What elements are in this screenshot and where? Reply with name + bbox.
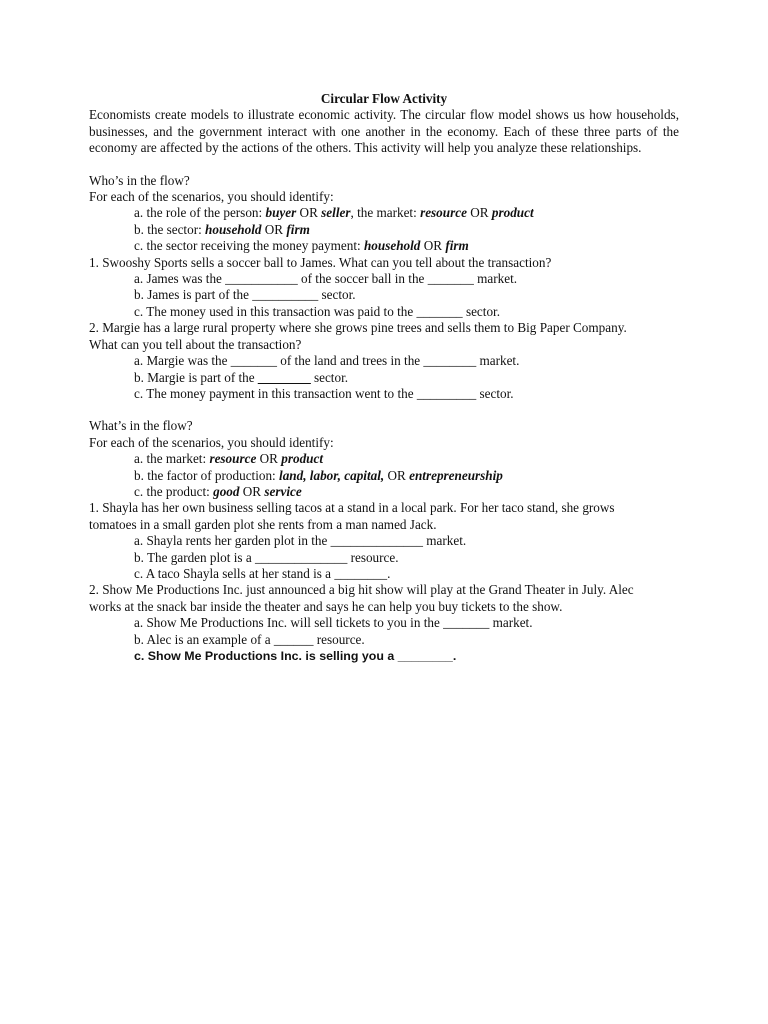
- question-item: a. Shayla rents her garden plot in the ______________ market.: [134, 533, 467, 549]
- or-text: OR: [296, 205, 322, 221]
- option-term: firm: [286, 221, 310, 237]
- or-text: OR: [420, 238, 446, 254]
- question-item: c. The money payment in this transaction went to the _________ sector.: [134, 385, 514, 401]
- question-item: a. Show Me Productions Inc. will sell tickets to you in the _______ market.: [134, 615, 533, 631]
- option-term: resource: [209, 451, 257, 467]
- question-item: a. Margie was the _______ of the land and trees in the ________ market.: [134, 353, 520, 369]
- option-term: entrepreneurship: [409, 467, 503, 483]
- question-item: [89, 370, 679, 386]
- answer-blank: ________: [257, 369, 311, 385]
- question-prompt: 1. Shayla has her own business selling tacos at a stand in a local park. For her taco stand, she grows: [89, 500, 615, 516]
- section2-criterion-a: [89, 451, 679, 467]
- item-text: sector.: [310, 369, 349, 385]
- section2-instructions: For each of the scenarios, you should identify:: [89, 434, 334, 450]
- question-item: b. James is part of the __________ sector.: [134, 287, 356, 303]
- section1-instructions: For each of the scenarios, you should identify:: [89, 189, 334, 205]
- section2-criterion-b: [89, 468, 679, 484]
- option-term: land, labor, capital,: [279, 467, 385, 483]
- section1-criterion-c: [89, 238, 679, 254]
- spacer: [89, 402, 679, 418]
- option-term: product: [281, 451, 324, 467]
- question-prompt: works at the snack bar inside the theater and says he can help you buy tickets to the show.: [89, 598, 563, 614]
- question-item: b. The garden plot is a ______________ resource.: [134, 549, 399, 565]
- option-term: resource: [420, 205, 467, 221]
- or-text: OR: [256, 451, 282, 467]
- criterion-text: c. the sector receiving the money payment:: [134, 238, 364, 254]
- or-text: OR: [466, 205, 492, 221]
- page-title: Circular Flow Activity: [320, 91, 448, 106]
- or-text: OR: [239, 483, 265, 499]
- question-prompt: 1. Swooshy Sports sells a soccer ball to James. What can you tell about the transaction?: [89, 254, 552, 270]
- or-text: OR: [384, 467, 410, 483]
- question-prompt: What can you tell about the transaction?: [89, 336, 302, 352]
- section2-heading: What’s in the flow?: [89, 418, 193, 434]
- question-prompt: tomatoes in a small garden plot she rents from a man named Jack.: [89, 516, 437, 532]
- criterion-text: c. the product:: [134, 483, 214, 499]
- section2-criterion-c: [89, 484, 679, 500]
- option-term: product: [491, 205, 534, 221]
- section1-criterion-b: [89, 222, 679, 238]
- option-term: service: [264, 483, 302, 499]
- criterion-text: b. the sector:: [134, 221, 206, 237]
- criterion-text: a. the role of the person:: [134, 205, 266, 221]
- option-term: seller: [321, 205, 351, 221]
- intro-paragraph: Economists create models to illustrate economic activity. The circular flow model shows us how households, businesses, and the government interact with one another in the economy. Each of these three parts of the economy are affected by the actions of the others. This activity will help you analyze these relationships.: [89, 107, 679, 156]
- item-text: b. Margie is part of the: [134, 369, 258, 385]
- or-text: OR: [261, 221, 287, 237]
- section1-criterion-a: [89, 205, 679, 221]
- criterion-text: , the market:: [350, 205, 421, 221]
- option-term: buyer: [265, 205, 297, 221]
- worksheet-page: [89, 91, 679, 664]
- question-item: b. Alec is an example of a ______ resource.: [134, 631, 365, 647]
- option-term: household: [363, 238, 421, 254]
- criterion-text: b. the factor of production:: [134, 467, 280, 483]
- option-term: good: [213, 483, 240, 499]
- question-item: c. A taco Shayla sells at her stand is a ________.: [134, 565, 391, 581]
- question-item: c. The money used in this transaction was paid to the _______ sector.: [134, 303, 501, 319]
- question-prompt: 2. Margie has a large rural property where she grows pine trees and sells them to Big Paper Company.: [89, 320, 627, 336]
- question-prompt: 2. Show Me Productions Inc. just announced a big hit show will play at the Grand Theater in July. Alec: [89, 582, 634, 598]
- question-item: a. James was the ___________ of the soccer ball in the _______ market.: [134, 271, 518, 287]
- spacer: [89, 157, 679, 173]
- section1-heading: Who’s in the flow?: [89, 172, 190, 188]
- criterion-text: a. the market:: [134, 451, 210, 467]
- option-term: firm: [445, 238, 469, 254]
- question-item: c. Show Me Productions Inc. is selling you a ________.: [134, 649, 457, 663]
- option-term: household: [205, 221, 262, 237]
